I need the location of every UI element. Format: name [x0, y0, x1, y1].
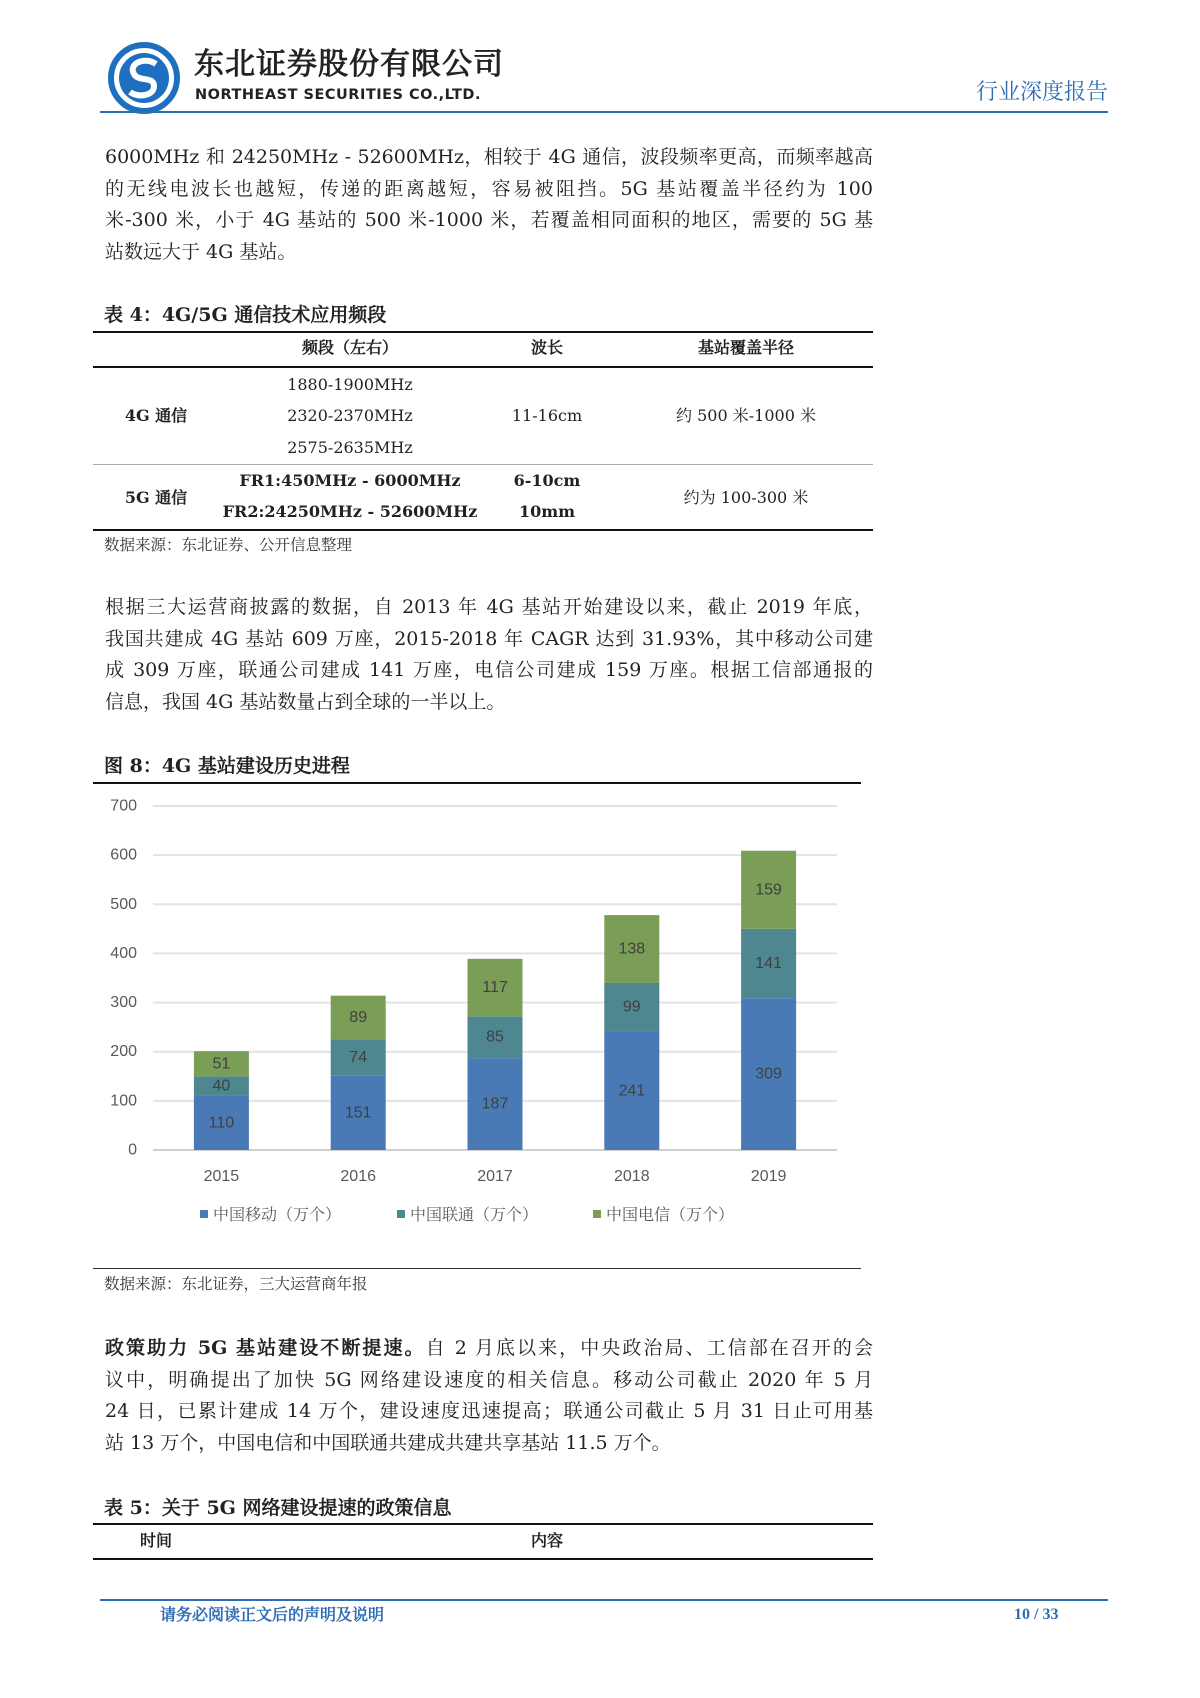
text-line: 站 13 万个，中国电信和中国联通共建成共建共享基站 11.5 万个。	[105, 1431, 671, 1454]
paragraph-2	[105, 592, 873, 718]
x-tick-label: 2018	[614, 1168, 650, 1185]
footer-disclaimer: 请务必阅读正文后的声明及说明	[160, 1605, 385, 1624]
table-header-rule	[93, 366, 873, 368]
data-label: 151	[344, 1104, 372, 1122]
text-line: 我国共建成 4G 基站 609 万座，2015-2018 年 CAGR 达到 31.93%，其中移动公司建	[105, 627, 873, 650]
figure-bottom-rule	[93, 1268, 861, 1269]
table-4-source: 数据来源：东北证券、公开信息整理	[104, 536, 353, 554]
header-divider	[100, 111, 1108, 113]
y-tick-label: 0	[128, 1141, 137, 1159]
data-label: 117	[482, 979, 508, 997]
text-line: 成 309 万座，联通公司建成 141 万座，电信公司建成 159 万座。根据工信部通报的	[105, 659, 873, 681]
wavelength-cell: 6-10cm	[513, 471, 581, 490]
legend-swatch	[397, 1210, 405, 1218]
x-tick-label: 2017	[477, 1168, 513, 1185]
table-bottom-rule	[93, 529, 873, 531]
data-label: 241	[618, 1082, 646, 1100]
data-label: 110	[208, 1114, 235, 1132]
text-line	[105, 1333, 873, 1365]
data-label: 85	[486, 1028, 504, 1046]
legend-swatch	[593, 1210, 601, 1218]
paragraph-3	[105, 1333, 873, 1459]
data-label: 40	[212, 1077, 231, 1095]
table-header: 基站覆盖半径	[697, 338, 795, 357]
legend-label: 中国移动（万个）	[213, 1205, 342, 1224]
y-tick-label: 100	[110, 1092, 137, 1110]
band-cell: 2320-2370MHz	[287, 406, 413, 425]
y-tick-label: 500	[110, 895, 137, 913]
data-label: 187	[481, 1095, 509, 1113]
table-row-divider	[93, 464, 873, 465]
company-logo-icon	[108, 42, 180, 114]
data-label: 99	[622, 998, 641, 1016]
band-cell: FR1:450MHz - 6000MHz	[239, 471, 461, 490]
text-line: 根据三大运营商披露的数据，自 2013 年 4G 基站开始建设以来，截止 2019 年底，	[105, 596, 873, 618]
x-tick-label: 2015	[203, 1168, 240, 1185]
report-type: 行业深度报告	[975, 80, 1108, 105]
data-label: 74	[349, 1049, 368, 1067]
footer-divider	[100, 1599, 1108, 1601]
y-tick-label: 300	[110, 994, 137, 1012]
x-tick-label: 2019	[750, 1168, 787, 1185]
band-cell: 2575-2635MHz	[287, 438, 413, 457]
data-label: 138	[618, 940, 646, 958]
table-4-title: 表 4：4G/5G 通信技术应用频段	[104, 304, 387, 326]
bold-lead: 政策助力 5G 基站建设不断提速。	[105, 1337, 426, 1359]
table-5-title: 表 5：关于 5G 网络建设提速的政策信息	[104, 1497, 452, 1519]
y-tick-label: 700	[110, 797, 137, 815]
data-label: 309	[755, 1065, 782, 1083]
page-number: 10 / 33	[1014, 1606, 1059, 1623]
text-line: 的无线电波长也越短，传递的距离越短，容易被阻挡。5G 基站覆盖半径约为 100	[105, 177, 873, 200]
y-tick-label: 400	[110, 944, 137, 962]
y-tick-label: 600	[110, 846, 137, 864]
radius-cell: 约为 100-300 米	[683, 488, 809, 507]
table-header-rule	[93, 1558, 873, 1560]
legend-swatch	[200, 1210, 208, 1218]
data-label: 141	[755, 955, 782, 973]
paragraph-1	[105, 142, 873, 268]
company-name-en: NORTHEAST SECURITIES CO.,LTD.	[195, 87, 481, 103]
y-tick-label: 200	[110, 1043, 137, 1061]
data-label: 89	[349, 1009, 368, 1027]
stacked-bar-chart	[0, 780, 900, 1260]
row-label: 5G 通信	[124, 488, 188, 507]
text-line: 站数远大于 4G 基站。	[105, 240, 297, 263]
data-label: 51	[212, 1055, 231, 1073]
row-label: 4G 通信	[124, 406, 188, 425]
text-line: 6000MHz 和 24250MHz - 52600MHz，相较于 4G 通信，波段频率更高，而频率越高	[105, 146, 873, 168]
text-line: 24 日，已累计建成 14 万个，建设速度迅速提高；联通公司截止 5 月 31 日止可用基	[105, 1400, 873, 1422]
x-tick-label: 2016	[340, 1168, 376, 1185]
text-line: 米-300 米，小于 4G 基站的 500 米-1000 米，若覆盖相同面积的地区，需要的 5G 基	[105, 209, 873, 231]
legend-label: 中国联通（万个）	[410, 1205, 539, 1224]
table-header: 时间	[139, 1531, 173, 1550]
legend-label: 中国电信（万个）	[606, 1205, 735, 1224]
text-line: 信息，我国 4G 基站数量占到全球的一半以上。	[105, 690, 506, 713]
text-line: 议中，明确提出了加快 5G 网络建设速度的相关信息。移动公司截止 2020 年 5 月	[105, 1368, 873, 1391]
table-header: 频段（左右）	[301, 338, 399, 357]
figure-8-title: 图 8：4G 基站建设历史进程	[104, 755, 350, 777]
table-header: 内容	[530, 1531, 564, 1550]
company-name-cn: 东北证券股份有限公司	[194, 47, 504, 82]
table-top-rule	[93, 331, 873, 333]
wavelength-cell: 11-16cm	[511, 406, 583, 425]
text-span: 自 2 月底以来，中央政治局、工信部在召开的会	[425, 1337, 873, 1359]
wavelength-cell: 10mm	[518, 502, 576, 521]
band-cell: FR2:24250MHz - 52600MHz	[222, 502, 478, 521]
band-cell: 1880-1900MHz	[287, 375, 413, 394]
table-header: 波长	[530, 338, 564, 357]
radius-cell: 约 500 米-1000 米	[676, 406, 816, 425]
figure-8-source: 数据来源：东北证券，三大运营商年报	[104, 1275, 368, 1293]
table-top-rule	[93, 1523, 873, 1525]
data-label: 159	[755, 881, 782, 899]
